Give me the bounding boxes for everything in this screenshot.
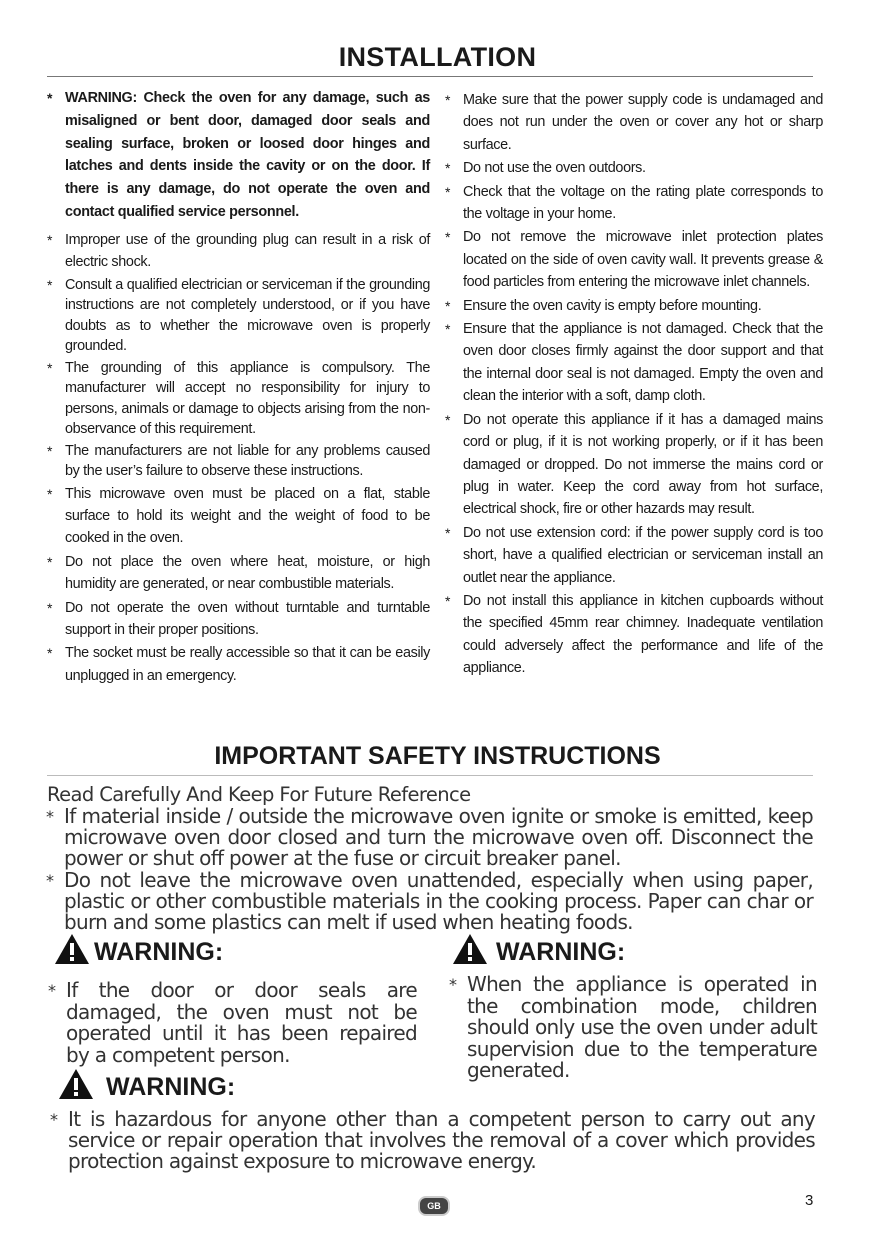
- page-title: INSTALLATION: [338, 42, 537, 72]
- language-badge: GB: [418, 1196, 450, 1216]
- warning-triangle-icon: [58, 1068, 98, 1107]
- list-item: * Do not remove the microwave inlet protection plates located on the side of oven cavity wall. It prevents grease & food particles from entering the microwave inlet channels.: [445, 229, 823, 291]
- warning-heading-left: WARNING:: [54, 933, 223, 972]
- safety-rule: [47, 775, 813, 776]
- title-rule: [47, 76, 813, 77]
- safety-item: * If material inside / outside the microwave oven ignite or smoke is emitted, keep microwave oven door closed and turn the microwave oven off. Disconnect the power or shut off power at the fuse or circuit breaker panel.: [46, 804, 813, 870]
- safety-title: IMPORTANT SAFETY INSTRUCTIONS: [214, 742, 661, 770]
- list-item: * Do not operate this appliance if it has a damaged mains cord or plug, if it is not working properly, or if it has been damaged or dropped. Do not immerse the mains cord or plug in water. Keep the cord away from hot surface, electrical shock, fire or other hazards may result.: [445, 411, 823, 518]
- page-number: 3: [805, 1192, 814, 1209]
- warning-triangle-icon: [54, 933, 94, 972]
- safety-intro: Read Carefully And Keep For Future Reference: [47, 783, 471, 806]
- list-item: * Consult a qualified electrician or serviceman if the grounding instructions are not completely understood, or if you have doubts as to whether the microwave oven is properly grounded.: [47, 276, 430, 355]
- installation-left-column: [47, 87, 430, 688]
- list-item: * Make sure that the power supply code is undamaged and does not run under the oven or cover any hot or sharp surface.: [445, 92, 823, 153]
- list-item: * This microwave oven must be placed on a flat, stable surface to hold its weight and the weight of food to be cooked in the oven.: [47, 485, 430, 547]
- warning-text-bottom: * It is hazardous for anyone other than a competent person to carry out any service or repair operation that involves the removal of a cover which provides protection against exposure to microwave energy.: [50, 1107, 815, 1173]
- warning-heading-bottom: WARNING:: [58, 1068, 235, 1107]
- list-item: * Do not use extension cord: if the power supply cord is too short, have a qualified electrician or serviceman install an outlet near the appliance.: [445, 524, 823, 586]
- installation-right-column: [445, 89, 823, 681]
- list-item: * Check that the voltage on the rating plate corresponds to the voltage in your home.: [445, 183, 823, 223]
- list-item: * Ensure the oven cavity is empty before mounting.: [445, 297, 762, 314]
- list-item: * Ensure that the appliance is not damaged. Check that the oven door closes firmly against the door support and that the internal door seal is not damaged. Empty the oven and clean the interior with a soft, damp cloth.: [445, 321, 823, 405]
- list-item: * WARNING: Check the oven for any damage, such as misaligned or bent door, damaged door seals and sealing surface, broken or loosed door hinges and latches and dents inside the cavity or on the door. If there is any damage, do not operate the oven and contact qualified service personnel.: [47, 90, 430, 220]
- safety-item: * Do not leave the microwave oven unattended, especially when using paper, plastic or other combustible materials in the cooking process. Paper can char or burn and some plastics can melt if used when heating foods.: [46, 868, 813, 934]
- list-item: * The grounding of this appliance is compulsory. The manufacturer will accept no responsibility for injury to persons, animals or damage to objects arising from the non-observance of this requirement.: [47, 359, 430, 438]
- list-item: * Do not use the oven outdoors.: [445, 160, 646, 177]
- warning-heading-right: WARNING:: [452, 933, 625, 972]
- warning-text-right: * When the appliance is operated in the combination mode, children should only use the oven under adult supervision due to the temperature generated.: [449, 972, 817, 1082]
- list-item: * The socket must be really accessible so that it can be easily unplugged in an emergency.: [47, 645, 430, 684]
- list-item: * The manufacturers are not liable for any problems caused by the user’s failure to observe these instructions.: [47, 442, 430, 480]
- list-item: * Improper use of the grounding plug can result in a risk of electric shock.: [47, 231, 430, 271]
- list-item: * Do not place the oven where heat, moisture, or high humidity are generated, or near combustible materials.: [47, 553, 430, 593]
- list-item: * Do not operate the oven without turntable and turntable support in their proper positions.: [47, 599, 430, 639]
- warning-triangle-icon: [452, 933, 492, 972]
- warning-text-left: * If the door or door seals are damaged, the oven must not be operated until it has been repaired by a competent person.: [48, 978, 417, 1067]
- list-item: * Do not install this appliance in kitchen cupboards without the specified 45mm rear chimney. Inadequate ventilation could adversely affect the performance and life of the appliance.: [445, 592, 823, 677]
